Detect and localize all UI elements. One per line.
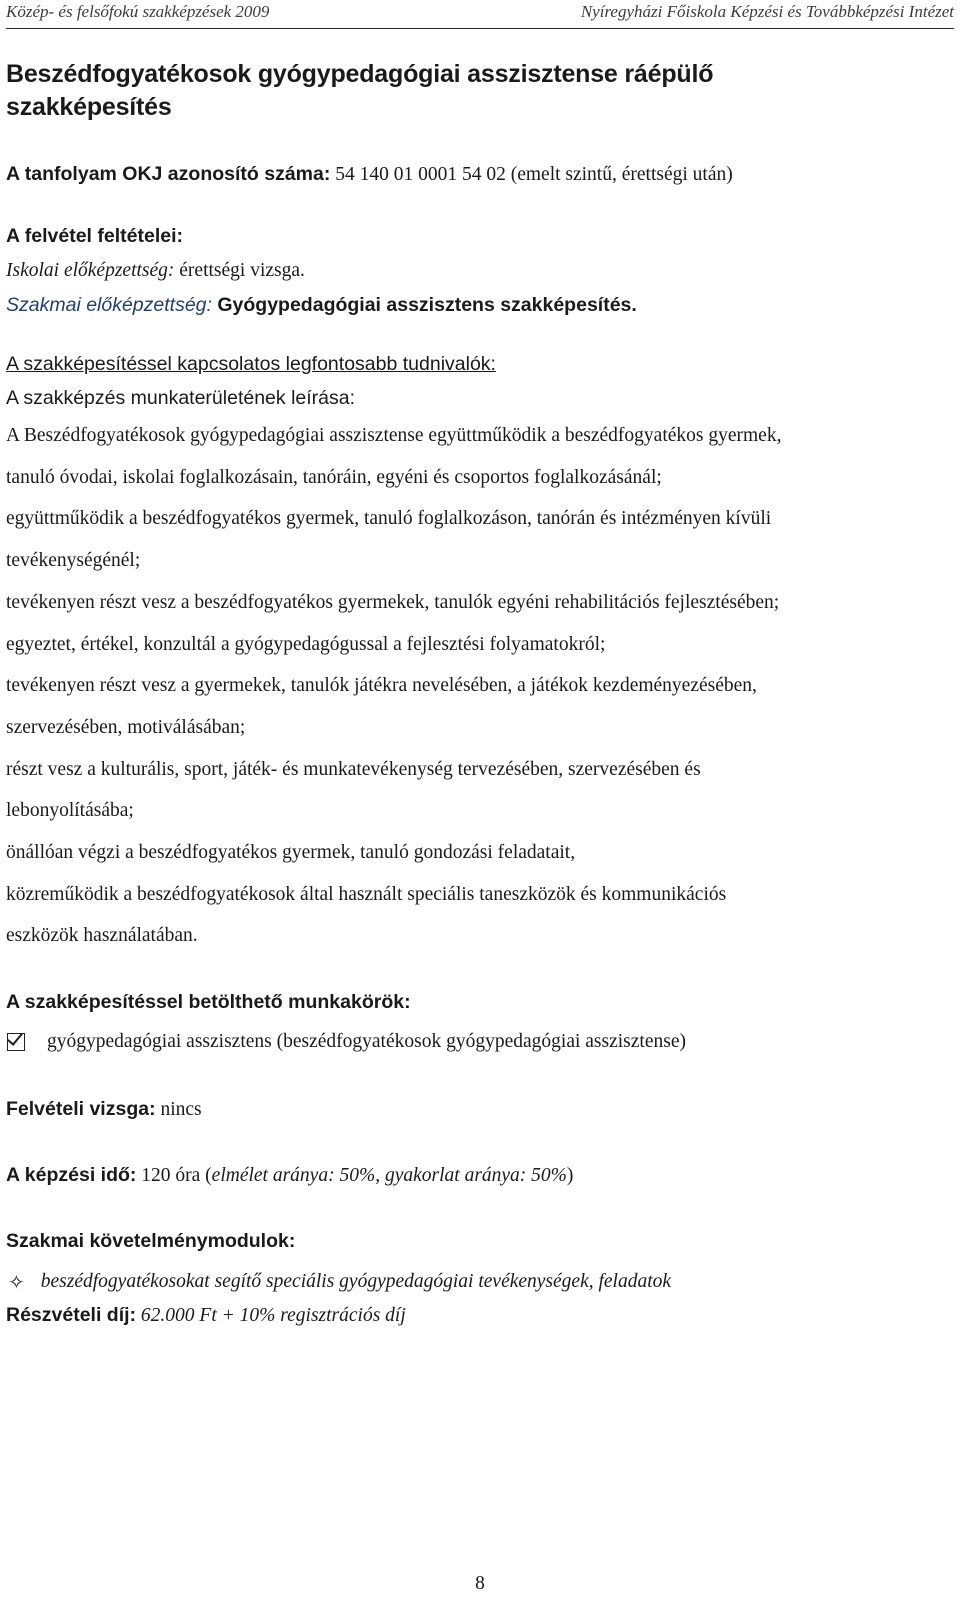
okj-value: 54 140 01 0001 54 02 (emelt szintű, érettségi után) (330, 164, 733, 185)
fee-line (6, 1304, 956, 1327)
prof-prereq-line (6, 294, 956, 317)
title-line-1: Beszédfogyatékosok gyógypedagógiai asszisztense ráépülő (6, 60, 714, 88)
description-paragraph (6, 415, 956, 498)
duration-label: A képzési idő: (6, 1164, 137, 1187)
description-paragraph (6, 832, 956, 874)
description-line: szervezésében, motiválásában; (6, 716, 246, 738)
info-heading: A szakképesítéssel kapcsolatos legfontosabb tudnivalók: (6, 353, 496, 375)
header-right-text: Nyíregyházi Főiskola Képzési és Továbbképzési Intézet (580, 2, 954, 21)
prof-prereq-label: Szakmai előképzettség: (6, 294, 212, 316)
four-point-star-bullet-icon: ✧ (8, 1270, 25, 1295)
header-rule (6, 28, 954, 29)
description-line: együttműködik a beszédfogyatékos gyermek, tanuló foglalkozáson, tanórán és intézményen kívüli (6, 508, 772, 530)
description-line: önállóan végzi a beszédfogyatékos gyermek, tanuló gondozási feladatait, (6, 842, 576, 864)
page-number: 8 (475, 1573, 485, 1594)
jobs-list-item (6, 1031, 956, 1053)
work-area-description (6, 415, 956, 957)
checkbox-checked-icon (7, 1033, 25, 1051)
description-paragraph (6, 582, 956, 624)
work-area-subheading: A szakképzés munkaterületének leírása: (6, 387, 356, 409)
description-paragraph (6, 665, 956, 748)
school-prereq-label: Iskolai előképzettség: (6, 260, 175, 281)
header-left-text: Közép- és felsőfokú szakképzések 2009 (6, 2, 270, 21)
module-title: beszédfogyatékosokat segítő speciális gyógypedagógiai tevékenységek, feladatok (40, 1271, 672, 1293)
modules-list-item (6, 1270, 956, 1294)
description-line: tevékenyen részt vesz a beszédfogyatékos gyermekek, tanulók egyéni rehabilitációs fejlesztésében; (6, 591, 780, 613)
duration-close: ) (566, 1165, 574, 1187)
entrance-exam-label: Felvételi vizsga: (6, 1098, 156, 1121)
school-prereq-line (6, 260, 956, 282)
description-line: tanuló óvodai, iskolai foglalkozásain, tanóráin, egyéni és csoportos foglalkozásánál; (6, 466, 662, 488)
job-title: gyógypedagógiai asszisztens (beszédfogyatékosok gyógypedagógiai asszisztense) (47, 1031, 686, 1053)
fee-label: Részvételi díj: (6, 1304, 137, 1327)
description-paragraph (6, 498, 956, 581)
description-line: tevékenyen részt vesz a gyermekek, tanulók játékra nevelésében, a játékok kezdeményezésében, (6, 675, 757, 697)
okj-label: A tanfolyam OKJ azonosító száma: (6, 163, 331, 185)
description-paragraph (6, 749, 956, 832)
duration-value: 120 óra ( (136, 1165, 212, 1187)
description-line: eszközök használatában. (6, 925, 198, 947)
description-line: lebonyolításába; (6, 800, 134, 822)
duration-line (6, 1164, 956, 1187)
description-line: közreműködik a beszédfogyatékosok által használt speciális taneszközök és kommunikációs (6, 883, 727, 905)
description-line: egyeztet, értékel, konzultál a gyógypedagógussal a fejlesztési folyamatokról; (6, 633, 606, 655)
running-header (6, 2, 954, 28)
description-line: A Beszédfogyatékosok gyógypedagógiai asszisztense együttműködik a beszédfogyatékos gyermek, (6, 425, 782, 446)
description-line: részt vesz a kulturális, sport, játék- és munkatevékenység tervezésében, szervezésében és (6, 758, 701, 780)
fee-value: 62.000 Ft + 10% regisztrációs díj (136, 1305, 406, 1327)
modules-heading: Szakmai követelménymodulok: (6, 1230, 296, 1253)
duration-ratio: elmélet aránya: 50%, gyakorlat aránya: 50% (211, 1165, 567, 1187)
title-line-2: szakképesítés (6, 93, 172, 121)
description-paragraph (6, 624, 956, 666)
jobs-heading: A szakképesítéssel betölthető munkakörök: (6, 991, 411, 1014)
prof-prereq-value: Gyógypedagógiai asszisztens szakképesítés. (211, 294, 637, 316)
description-paragraph (6, 874, 956, 957)
admission-heading: A felvétel feltételei: (6, 225, 184, 247)
entrance-exam-line (6, 1098, 956, 1121)
okj-line (6, 163, 956, 186)
school-prereq-value: érettségi vizsga. (174, 260, 305, 281)
page-title (6, 58, 956, 124)
page-content (6, 58, 956, 1327)
entrance-exam-value: nincs (155, 1099, 202, 1121)
description-line: tevékenységénél; (6, 550, 141, 572)
